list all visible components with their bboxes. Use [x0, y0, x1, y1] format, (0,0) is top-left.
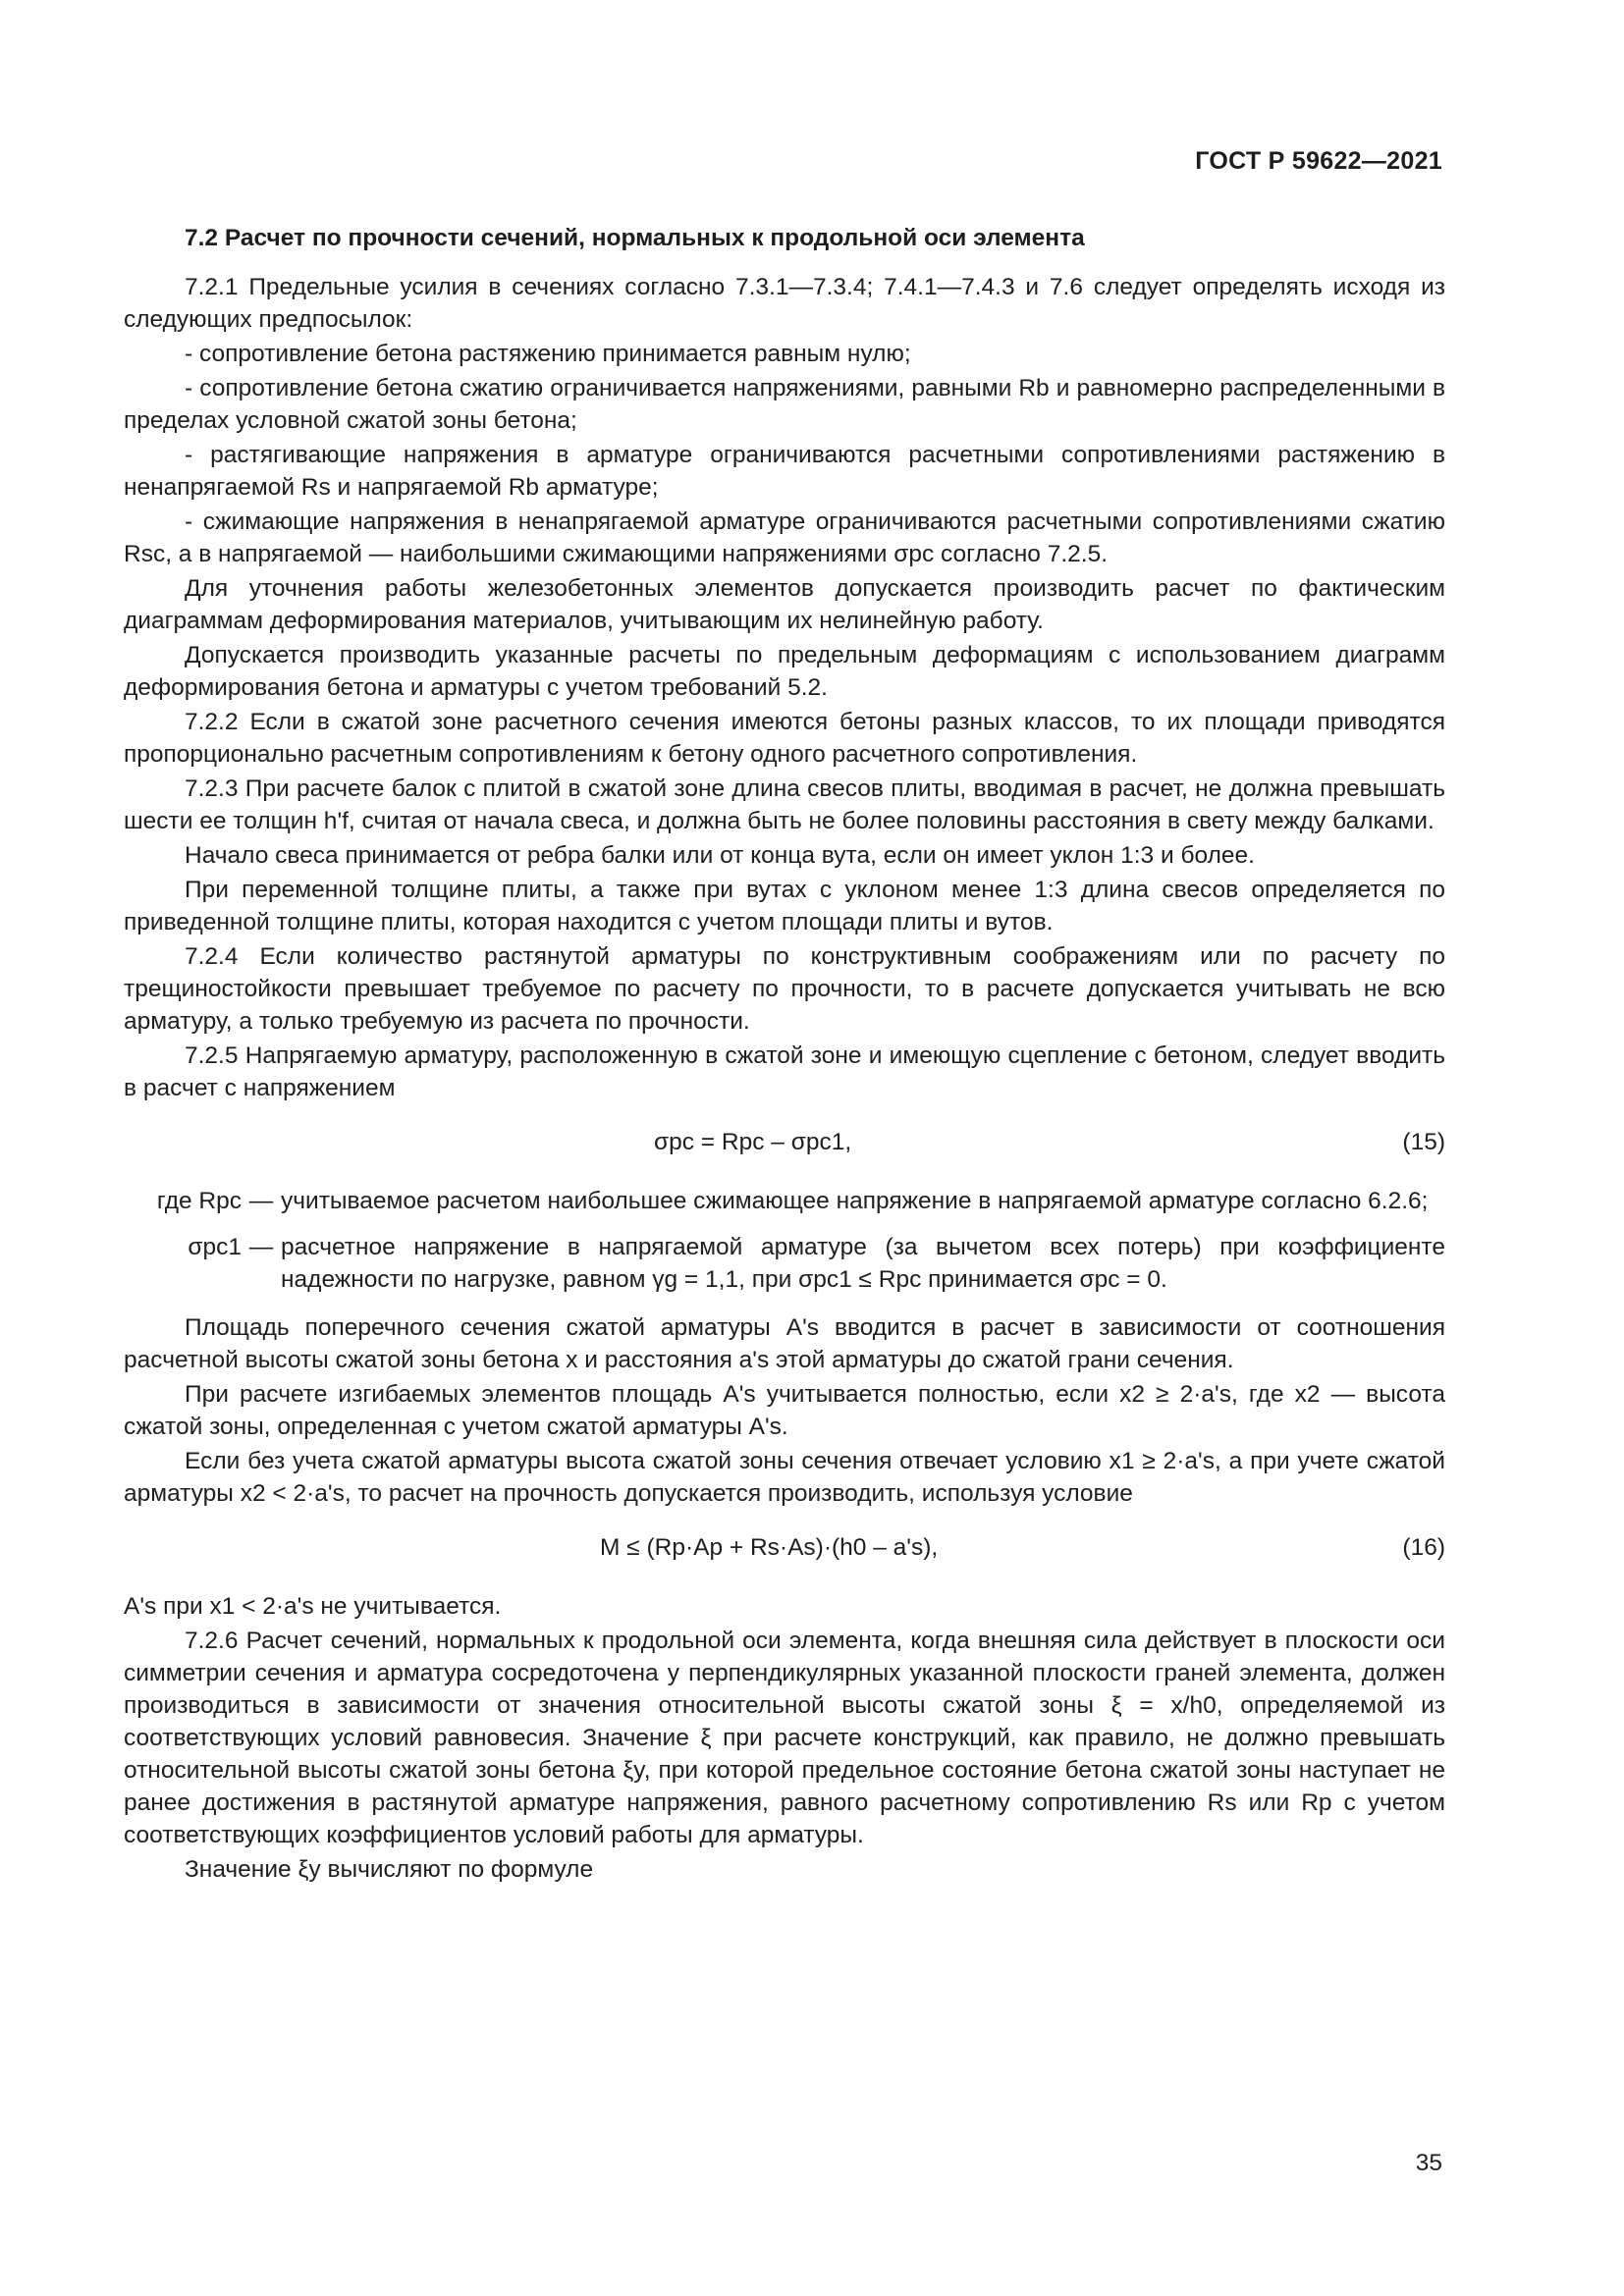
page-number: 35: [1415, 2150, 1442, 2176]
formula-15-number: (15): [1402, 1129, 1445, 1155]
paragraph-group-a: [124, 271, 1445, 1104]
paragraph: 7.2.6 Расчет сечений, нормальных к продольной оси элемента, когда внешняя сила действует в плоскости оси симметрии сечения и арматура сосредоточена у перпендикулярных указанной плоскости граней элемента, должен производиться в зависимости от значения относительной высоты сжатой зоны ξ = x/h0, определяемой из соответствующих условий равновесия. Значение ξ при расчете конструкций, как правило, не должно превышать относительной высоты сжатой зоны бетона ξy, при которой предельное состояние бетона сжатой зоны наступает не ранее достижения в растянутой арматуре напряжения, равного расчетному сопротивлению Rs или Rp с учетом соответствующих коэффициентов условий работы для арматуры.: [124, 1628, 1445, 1848]
paragraph: Допускается производить указанные расчеты по предельным деформациям с использованием диаграмм деформирования бетона и арматуры с учетом требований 5.2.: [124, 642, 1445, 701]
paragraph: Если без учета сжатой арматуры высота сжатой зоны сечения отвечает условию x1 ≥ 2·a's, а при учете сжатой арматуры x2 < 2·a's, то расчет на прочность допускается производить, используя условие: [124, 1448, 1445, 1507]
formula-16-number: (16): [1402, 1534, 1445, 1561]
paragraph: Начало свеса принимается от ребра балки или от конца вута, если он имеет уклон 1:3 и более.: [185, 842, 1255, 869]
where-symbol: где Rpc: [156, 1188, 242, 1214]
paragraph: При переменной толщине плиты, а также при вутах с уклоном менее 1:3 длина свесов определяется по приведенной толщине плиты, которая находится с учетом площади плиты и вутов.: [124, 877, 1445, 935]
section-heading: 7.2 Расчет по прочности сечений, нормальных к продольной оси элемента: [185, 225, 1085, 251]
document-code: ГОСТ Р 59622—2021: [1195, 147, 1442, 175]
where-description: учитываемое расчетом наибольшее сжимающее напряжение в напрягаемой арматуре согласно 6.2.6;: [281, 1188, 1429, 1214]
paragraph: - растягивающие напряжения в арматуре ограничиваются расчетными сопротивлениями растяжению в ненапрягаемой Rs и напрягаемой Rb арматуре;: [124, 442, 1445, 501]
paragraph-group-b: [124, 1311, 1445, 1510]
where-dash: —: [248, 1188, 274, 1214]
paragraph: A's при x1 < 2·a's не учитывается.: [124, 1593, 502, 1620]
paragraph: 7.2.2 Если в сжатой зоне расчетного сечения имеются бетоны разных классов, то их площади приводятся пропорционально расчетным сопротивлениям к бетону одного расчетного сопротивления.: [124, 709, 1445, 768]
paragraph: 7.2.4 Если количество растянутой арматуры по конструктивным соображениям или по расчету по трещиностойкости превышает требуемое по расчету по прочности, то в расчете допускается учитывать не всю арматуру, а только требуемую из расчета по прочности.: [124, 943, 1445, 1035]
paragraph: 7.2.5 Напрягаемую арматуру, расположенную в сжатой зоне и имеющую сцепление с бетоном, следует вводить в расчет с напряжением: [124, 1042, 1445, 1101]
paragraph: Значение ξy вычисляют по формуле: [185, 1856, 594, 1883]
formula-15: [124, 1120, 1445, 1167]
paragraph: 7.2.3 При расчете балок с плитой в сжатой зоне длина свесов плиты, вводимая в расчет, не должна превышать шести ее толщин h'f, считая от начала свеса, и должна быть не более половины расстояния в свету между балками.: [124, 775, 1445, 834]
formula-16-expression: M ≤ (Rp·Ap + Rs·As)·(h0 – a's),: [600, 1534, 939, 1561]
document-body: [124, 222, 1445, 1886]
where-list: [124, 1185, 1445, 1296]
paragraph-group-c: [124, 1590, 1445, 1886]
paragraph: Для уточнения работы железобетонных элементов допускается производить расчет по фактическим диаграммам деформирования материалов, учитывающим их нелинейную работу.: [124, 575, 1445, 634]
paragraph: Площадь поперечного сечения сжатой арматуры A's вводится в расчет в зависимости от соотношения расчетной высоты сжатой зоны бетона x и расстояния a's этой арматуры до сжатой грани сечения.: [124, 1314, 1445, 1373]
paragraph: 7.2.1 Предельные усилия в сечениях согласно 7.3.1—7.3.4; 7.4.1—7.4.3 и 7.6 следует определять исходя из следующих предпосылок:: [124, 274, 1445, 333]
paragraph: - сжимающие напряжения в ненапрягаемой арматуре ограничиваются расчетными сопротивлениями сжатию Rsc, а в напрягаемой — наибольшими сжимающими напряжениями σpc согласно 7.2.5.: [124, 508, 1445, 567]
formula-15-expression: σpc = Rpc – σpc1,: [654, 1129, 852, 1155]
paragraph: - сопротивление бетона растяжению принимается равным нулю;: [185, 341, 911, 367]
where-dash: —: [248, 1234, 274, 1260]
where-symbol: σpc1: [188, 1234, 242, 1260]
formula-16: [124, 1525, 1445, 1573]
paragraph: При расчете изгибаемых элементов площадь A's учитывается полностью, если x2 ≥ 2·a's, где x2 — высота сжатой зоны, определенная с учетом сжатой арматуры A's.: [124, 1381, 1445, 1440]
where-description: расчетное напряжение в напрягаемой арматуре (за вычетом всех потерь) при коэффициенте надежности по нагрузке, равном γg = 1,1, при σpc1 ≤ Rpc принимается σpc = 0.: [281, 1234, 1445, 1293]
paragraph: - сопротивление бетона сжатию ограничивается напряжениями, равными Rb и равномерно распределенными в пределах условной сжатой зоны бетона;: [124, 375, 1445, 434]
